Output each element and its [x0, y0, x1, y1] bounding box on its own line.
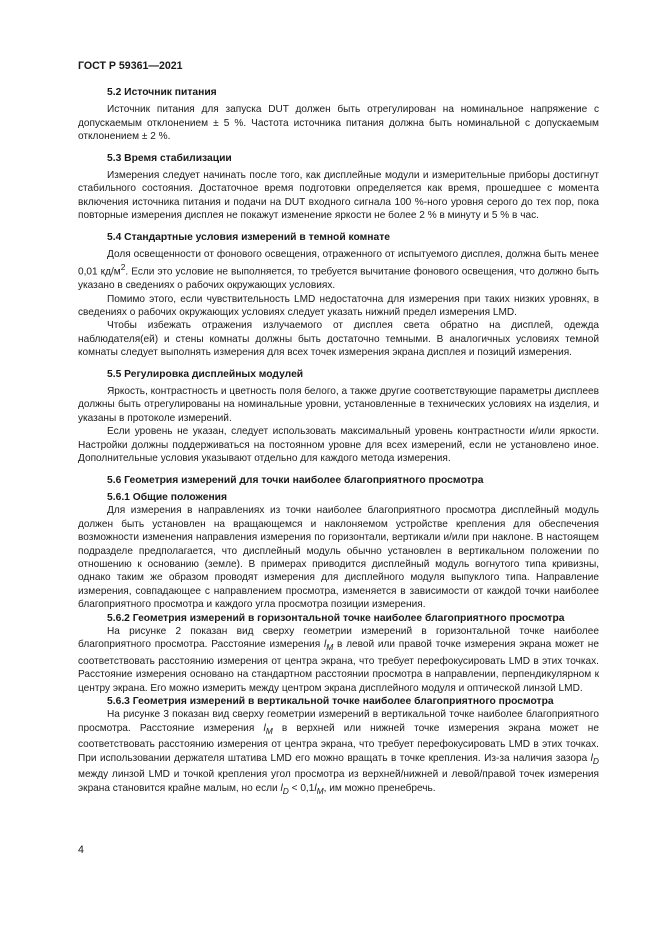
section-5-6-title: 5.6 Геометрия измерений для точки наиболее благоприятного просмотра: [107, 474, 484, 486]
section-5-6-3-paragraph: [78, 708, 599, 797]
spacer: [78, 360, 599, 368]
text-run: в левой или правой точке измерения экрана может не соответствовать расстоянию измерения от центра экрана, что требует перефокусировать LMD в этих точках. Расстояние измерения основано на стандартном расстоянии просмотра в направлении, перпендикулярном к центру экрана. Его можно измерить между центром экрана дисплейного модуля и оптической линзой LMD.: [78, 639, 599, 694]
text-run: , им можно пренебречь.: [323, 782, 436, 794]
text-run: между линзой LMD и точкой крепления угол просмотра из верхней/нижней и левой/правой точек измерения экрана становится крайне малым, но если: [78, 769, 599, 794]
section-5-6-3-title: 5.6.3 Геометрия измерений в вертикальной точке наиболее благоприятного просмотра: [107, 696, 554, 708]
section-5-6-1-title: 5.6.1 Общие положения: [107, 491, 227, 503]
section-5-5-paragraph-1: Яркость, контрастность и цветность поля белого, а также другие соответствующие параметры дисплеев должны быть отрегулированы на номинальные уровни, установленные в технических условиях на изделия, и указаны в протоколе измерений.: [78, 386, 599, 424]
section-5-2-title: 5.2 Источник питания: [107, 87, 217, 98]
document-body: [78, 86, 599, 798]
section-5-2-paragraph: Источник питания для запуска DUT должен быть отрегулирован на номинальное напряжение с допускаемым отклонением ± 5 %. Частота источника питания должна быть номинальной с допускаемым отклонением ± 2 %.: [78, 104, 599, 143]
spacer: [78, 223, 599, 231]
spacer: [78, 466, 599, 474]
spacer: [78, 144, 599, 152]
section-5-6-1-paragraph: Для измерения в направлениях из точки наиболее благоприятного просмотра дисплейный модуль должен быть установлен на вращающемся и наклоняемом устройстве крепления для обеспечения возможности изменения направления измерения по горизонтали, вертикали и/или при наклоне. В настоящем подразделе предполагается, что дисплейный модуль обычно установлен в вертикальном положении по отношению к основанию (земле). В примерах приводится дисплейный модуль вогнутого типа кривизны, однако таким же образом проводят измерения для дисплейного модуля выпуклого типа. Направление измерения, совпадающее с направлением просмотра, изменяется в зависимости от каждой точки наиболее благоприятного просмотра и каждого угла просмотра позиции измерения.: [78, 505, 599, 611]
section-5-6-2-paragraph: [78, 625, 599, 695]
variable-subscript: M: [326, 642, 334, 653]
variable-l: l: [280, 782, 283, 794]
section-5-4-title: 5.4 Стандартные условия измерений в темной комнате: [107, 231, 391, 243]
variable-subscript: M: [316, 785, 324, 796]
variable-subscript: D: [592, 755, 599, 766]
section-5-3-paragraph: Измерения следует начинать после того, как дисплейные модули и измерительные приборы достигнут стабильного состояния. Достаточное время подготовки определяется как время, прошедшее с момента включения источника питания и подачи на DUT входного сигнала 100 %-ного уровня серого до тех пор, пока повторные измерения дисплея не покажут изменение яркости не более 2 % в минуту и 5 % в час.: [78, 170, 599, 222]
section-5-4-paragraph-1: [78, 248, 599, 293]
section-5-5-title: 5.5 Регулировка дисплейных модулей: [107, 368, 304, 380]
text-run: Доля освещенности от фонового освещения, отраженного от испытуемого дисплея, должна быть менее 0,01 кд/м: [78, 249, 599, 278]
variable-l: l: [263, 722, 266, 734]
section-5-4-paragraph-3: Чтобы избежать отражения излучаемого от дисплея света обратно на дисплей, одежда наблюдателя(ей) и стены комнаты должны быть достаточно темными. В аналогичных условиях темной комнаты следует выполнять измерения для всех точек измерения экрана дисплея и позиций измерения.: [78, 320, 599, 359]
section-5-6-2-title: 5.6.2 Геометрия измерений в горизонтальной точке наиболее благоприятного просмотра: [107, 612, 565, 624]
section-5-5-paragraph-2: Если уровень не указан, следует использовать максимальный уровень контрастности и/или яркости. Настройки должны поддерживаться на постоянном уровне для всех измерений, если не установлено иное. Дополнительные условия указывают отдельно для каждого метода измерения.: [78, 426, 599, 465]
variable-subscript: D: [282, 785, 289, 796]
text-run: На рисунке 3 показан вид сверху геометрии измерений в вертикальной точке наиболее благоприятного просмотра. Расстояние измерения: [78, 709, 599, 734]
text-run: < 0,1: [288, 782, 315, 794]
section-5-4-paragraph-2: Помимо этого, если чувствительность LMD недостаточна для измерения при таких низких уровнях, в сведениях о рабочих окружающих условиях следует указать нижний предел измерения LMD.: [78, 293, 599, 319]
variable-l: l: [323, 639, 327, 651]
variable-l: l: [590, 752, 593, 764]
page-number: 4: [78, 844, 84, 856]
text-run: в верхней или нижней точке измерения экрана может не соответствовать расстоянию измерения от центра экрана, что требует перефокусировать LMD в этих точках. При использовании держателя штатива LMD его можно вращать в точке крепления. Из-за наличия зазора: [78, 722, 599, 764]
section-5-3-title: 5.3 Время стабилизации: [107, 152, 232, 164]
text-run: На рисунке 2 показан вид сверху геометрии измерений в горизонтальной точке наиболее благоприятного просмотра. Расстояние измерения: [78, 625, 599, 651]
text-run: . Если это условие не выполняется, то требуется вычитание фонового освещения, что должно быть указано в сведениях о рабочих окружающих условиях.: [78, 266, 600, 292]
standard-header: ГОСТ Р 59361—2021: [78, 60, 183, 72]
superscript: 2: [120, 262, 126, 273]
variable-subscript: M: [265, 725, 273, 736]
variable-l: l: [314, 782, 317, 794]
